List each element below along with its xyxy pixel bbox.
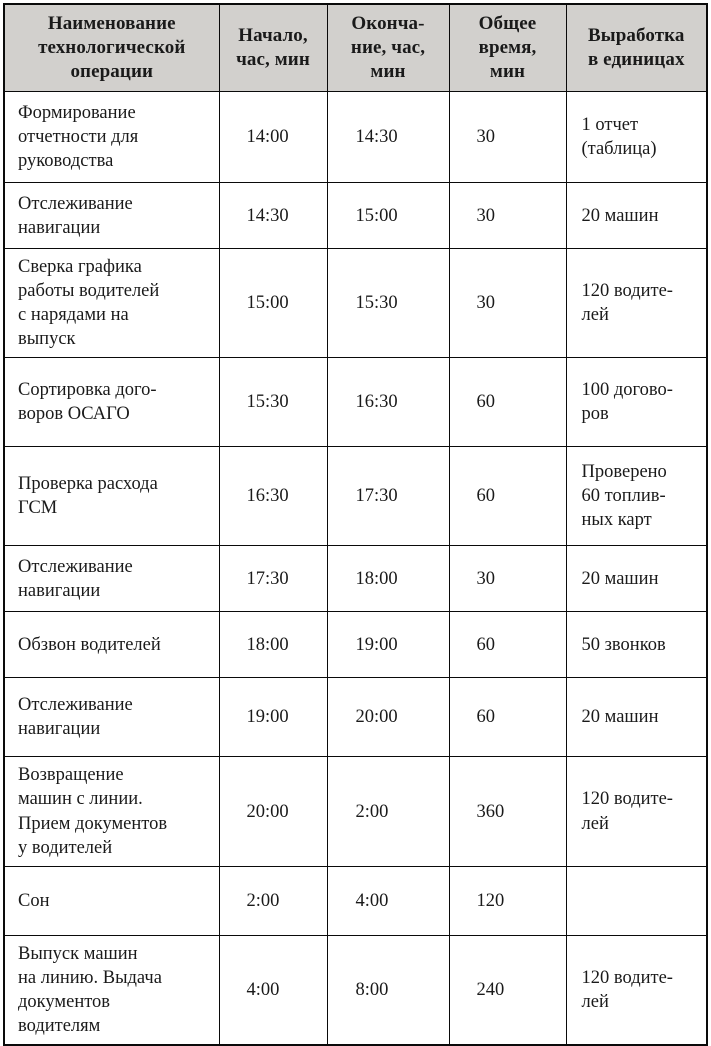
cell-text-line: 240 — [476, 979, 505, 1000]
cell-text-line: ГСМ — [18, 498, 58, 519]
cell-text-line: лей — [581, 813, 609, 834]
cell-text-line: машин с линии. — [18, 789, 143, 810]
table-row — [4, 612, 707, 678]
table-row — [4, 358, 707, 447]
cell-output-units — [566, 249, 707, 358]
cell-text-line: 20 машин — [581, 568, 659, 589]
cell-text-line: час, мин — [236, 48, 310, 70]
cell-text-line: 30 — [476, 293, 495, 314]
cell-operation-name — [4, 358, 219, 447]
cell-text-line: 60 — [476, 634, 495, 655]
cell-text-line: 17:30 — [246, 568, 289, 589]
cell-text-line: мин — [489, 60, 526, 82]
table-header — [4, 4, 707, 92]
cell-text-line: 4:00 — [246, 979, 280, 1000]
cell-total-time — [449, 935, 566, 1045]
cell-text-line: Отслеживание — [18, 193, 133, 214]
cell-text-line: у водителей — [18, 837, 113, 858]
cell-text-line: 14:30 — [246, 205, 289, 226]
cell-operation-name — [4, 249, 219, 358]
cell-end-time — [327, 546, 449, 612]
table-row — [4, 92, 707, 183]
cell-text-line: с нарядами на — [18, 305, 129, 326]
cell-start-time — [219, 92, 327, 183]
cell-operation-name — [4, 866, 219, 935]
cell-text-line: мин — [370, 60, 406, 82]
table-row — [4, 678, 707, 757]
cell-text-line: 14:30 — [355, 127, 398, 148]
cell-text-line: Сон — [18, 890, 50, 911]
cell-end-time — [327, 935, 449, 1045]
cell-text-line: 16:30 — [246, 486, 289, 507]
cell-start-time — [219, 249, 327, 358]
cell-text-line: 18:00 — [246, 634, 289, 655]
cell-total-time — [449, 183, 566, 249]
cell-operation-name — [4, 935, 219, 1045]
cell-output-units — [566, 358, 707, 447]
cell-text-line: 15:30 — [355, 293, 398, 314]
cell-end-time — [327, 183, 449, 249]
cell-operation-name — [4, 447, 219, 546]
table-header-row — [4, 4, 707, 92]
table-row — [4, 546, 707, 612]
cell-text-line: Наименование — [47, 13, 176, 34]
cell-text-line: Отслеживание — [18, 695, 133, 716]
cell-output-units — [566, 935, 707, 1045]
cell-start-time — [219, 935, 327, 1045]
cell-output-units — [566, 612, 707, 678]
table-row — [4, 249, 707, 358]
cell-text-line: 1 отчет — [581, 115, 639, 136]
cell-text-line: Выработка — [588, 24, 685, 46]
cell-text-line: Общее — [478, 13, 537, 34]
cell-end-time — [327, 757, 449, 866]
cell-text-line: Проверено — [581, 462, 667, 483]
column-header-start-time — [219, 4, 327, 92]
cell-text-line: 20:00 — [355, 707, 398, 728]
table-row — [4, 183, 707, 249]
cell-text-line: Формирование — [18, 103, 136, 124]
cell-text-line: навигации — [18, 719, 101, 740]
cell-text-line: на линию. Выдача — [18, 967, 162, 988]
cell-text-line: руководства — [18, 151, 114, 172]
cell-output-units — [566, 447, 707, 546]
cell-start-time — [219, 358, 327, 447]
cell-text-line: Обзвон водителей — [18, 634, 161, 655]
cell-text-line: 2:00 — [355, 801, 389, 822]
cell-text-line: 30 — [476, 205, 495, 226]
cell-end-time — [327, 447, 449, 546]
cell-total-time — [449, 358, 566, 447]
cell-total-time — [449, 757, 566, 866]
cell-text-line: 20:00 — [246, 801, 289, 822]
cell-start-time — [219, 183, 327, 249]
cell-total-time — [449, 546, 566, 612]
cell-text-line: 20 машин — [581, 707, 659, 728]
cell-text-line: 15:00 — [246, 293, 289, 314]
column-header-output-units — [566, 4, 707, 92]
cell-text-line: 60 — [476, 392, 495, 413]
cell-text-line: 15:30 — [246, 392, 289, 413]
cell-text-line: ных карт — [581, 510, 652, 531]
cell-text-line: лей — [581, 305, 609, 326]
cell-end-time — [327, 92, 449, 183]
cell-text-line: 360 — [476, 801, 505, 822]
cell-text-line: технологической — [38, 36, 186, 58]
cell-output-units — [566, 757, 707, 866]
table-row — [4, 757, 707, 866]
cell-total-time — [449, 447, 566, 546]
cell-text-line: в единицах — [587, 48, 685, 70]
cell-text-line: Отслеживание — [18, 556, 133, 577]
cell-text-line: 120 водите- — [581, 281, 673, 302]
cell-text-line: документов — [18, 991, 111, 1012]
cell-start-time — [219, 612, 327, 678]
cell-text-line: навигации — [18, 217, 101, 238]
table-body — [4, 92, 707, 1045]
cell-text-line: Сверка графика — [18, 257, 142, 278]
cell-text-line: 18:00 — [355, 568, 398, 589]
cell-text-line: воров ОСАГО — [18, 404, 130, 425]
cell-output-units — [566, 866, 707, 935]
cell-text-line: 60 топлив- — [581, 486, 666, 507]
cell-text-line: 120 — [476, 890, 505, 911]
cell-text-line: ров — [581, 404, 609, 425]
cell-text-line: Прием документов — [18, 813, 168, 834]
cell-text-line: операции — [70, 60, 154, 82]
cell-start-time — [219, 447, 327, 546]
cell-text-line: навигации — [18, 580, 101, 601]
cell-text-line: водителям — [18, 1015, 101, 1036]
cell-text-line: 19:00 — [355, 634, 398, 655]
cell-text-line: Начало, — [238, 24, 308, 46]
cell-text-line: 60 — [476, 486, 495, 507]
cell-start-time — [219, 678, 327, 757]
cell-text-line: 8:00 — [355, 979, 389, 1000]
cell-text-line: лей — [581, 991, 609, 1012]
cell-text-line: выпуск — [18, 329, 76, 350]
cell-start-time — [219, 757, 327, 866]
table-row — [4, 866, 707, 935]
cell-text-line: 100 догово- — [581, 380, 673, 401]
cell-text-line: 30 — [476, 568, 495, 589]
table-row — [4, 935, 707, 1045]
cell-text-line: 2:00 — [246, 890, 280, 911]
cell-operation-name — [4, 757, 219, 866]
cell-operation-name — [4, 183, 219, 249]
cell-text-line: 4:00 — [355, 890, 389, 911]
cell-total-time — [449, 249, 566, 358]
cell-text-line: Возвращение — [18, 765, 124, 786]
technological-operations-table — [3, 3, 708, 1046]
cell-text-line: ние, час, — [350, 36, 426, 58]
cell-text-line: Сортировка дого- — [18, 380, 157, 401]
cell-start-time — [219, 546, 327, 612]
cell-end-time — [327, 678, 449, 757]
cell-text-line: отчетности для — [18, 127, 139, 148]
cell-total-time — [449, 612, 566, 678]
cell-output-units — [566, 183, 707, 249]
cell-text-line: 16:30 — [355, 392, 398, 413]
cell-text-line: 60 — [476, 707, 495, 728]
cell-operation-name — [4, 612, 219, 678]
cell-text-line: Оконча- — [351, 13, 425, 34]
column-header-operation-name — [4, 4, 219, 92]
cell-operation-name — [4, 92, 219, 183]
cell-total-time — [449, 678, 566, 757]
cell-text-line: 19:00 — [246, 707, 289, 728]
cell-output-units — [566, 546, 707, 612]
cell-output-units — [566, 92, 707, 183]
cell-operation-name — [4, 678, 219, 757]
cell-text-line: 17:30 — [355, 486, 398, 507]
column-header-total-time — [449, 4, 566, 92]
column-header-end-time — [327, 4, 449, 92]
cell-end-time — [327, 866, 449, 935]
cell-text-line: 120 водите- — [581, 967, 673, 988]
cell-start-time — [219, 866, 327, 935]
cell-text-line: (таблица) — [581, 139, 657, 160]
cell-end-time — [327, 358, 449, 447]
cell-output-units — [566, 678, 707, 757]
cell-text-line: время, — [478, 36, 537, 58]
cell-text-line: 120 водите- — [581, 789, 673, 810]
cell-text-line: 20 машин — [581, 205, 659, 226]
cell-end-time — [327, 612, 449, 678]
table-row — [4, 447, 707, 546]
cell-text-line: 30 — [476, 127, 495, 148]
cell-text-line: 14:00 — [246, 127, 289, 148]
cell-end-time — [327, 249, 449, 358]
cell-text-line: 50 звонков — [581, 634, 666, 655]
cell-text-line: Проверка расхода — [18, 474, 158, 495]
cell-text-line: 15:00 — [355, 205, 398, 226]
cell-operation-name — [4, 546, 219, 612]
cell-text-line: Выпуск машин — [18, 943, 138, 964]
cell-total-time — [449, 866, 566, 935]
cell-text-line: работы водителей — [18, 281, 160, 302]
cell-total-time — [449, 92, 566, 183]
